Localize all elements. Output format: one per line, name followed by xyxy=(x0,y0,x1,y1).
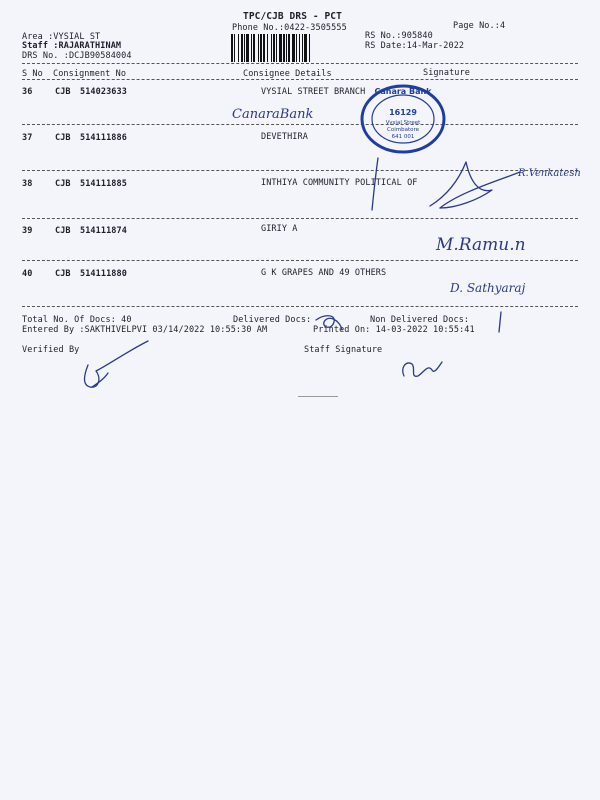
col-header-consignee: Consignee Details xyxy=(243,69,332,79)
barcode-bar xyxy=(292,34,295,62)
total-docs: Total No. Of Docs: 40 xyxy=(22,315,132,325)
handwriting-text: M.Ramu.n xyxy=(436,235,526,255)
barcode-bar xyxy=(231,34,233,62)
barcode-bar xyxy=(263,34,265,62)
row-consignment-number: 514111886 xyxy=(80,133,127,143)
row-consignee: VYSIAL STREET BRANCH xyxy=(261,87,366,97)
barcode-bar xyxy=(267,34,268,62)
signature-scribble xyxy=(78,335,158,395)
column-header-rule xyxy=(22,79,578,80)
row-sno: 38 xyxy=(22,179,33,189)
signature-scribble xyxy=(310,310,350,334)
stamp-text: 641 001 xyxy=(391,134,415,140)
row-prefix: CJB xyxy=(55,179,71,189)
barcode-bar xyxy=(279,34,282,62)
barcode-bar xyxy=(299,34,300,62)
row-consignee: GIRIY A xyxy=(261,224,298,234)
bank-stamp xyxy=(358,82,448,157)
barcode-bar xyxy=(309,34,310,62)
barcode-bar xyxy=(238,34,239,62)
handwritten-note xyxy=(434,228,564,258)
stray-mark xyxy=(298,396,338,397)
barcode-bar xyxy=(273,34,275,62)
entered-by: Entered By :SAKTHIVELPVI 03/14/2022 10:55:30 AM xyxy=(22,325,268,335)
barcode-bar xyxy=(258,34,259,62)
barcode-bar xyxy=(276,34,277,62)
row-rule xyxy=(22,260,578,261)
barcode-bar xyxy=(304,34,307,62)
row-consignee: INTHIYA COMMUNITY POLITICAL OF xyxy=(261,178,418,188)
stamp-text: Coimbatore xyxy=(387,127,419,133)
col-header-sno: S No xyxy=(22,69,43,79)
barcode-bar xyxy=(241,34,243,62)
barcode-bar xyxy=(234,34,235,62)
handwriting-text: CanaraBank xyxy=(232,107,314,122)
page-number: Page No.:4 xyxy=(453,21,506,31)
signature-scribble xyxy=(398,348,448,384)
staff-signature-label: Staff Signature xyxy=(304,345,383,355)
col-header-signature: Signature xyxy=(423,68,470,78)
row-prefix: CJB xyxy=(55,226,71,236)
barcode-bar xyxy=(283,34,285,62)
col-header-consignment: Consignment No xyxy=(53,69,127,79)
barcode-bar xyxy=(296,34,297,62)
row-consignment-number: 514023633 xyxy=(80,87,127,97)
non-delivered-docs-label: Non Delivered Docs: xyxy=(370,315,470,325)
signature-scribble xyxy=(360,150,530,220)
phone-number: Phone No.:0422-3505555 xyxy=(232,23,347,33)
row-consignment-number: 514111880 xyxy=(80,269,127,279)
row-prefix: CJB xyxy=(55,269,71,279)
row-sno: 40 xyxy=(22,269,33,279)
verified-by-label: Verified By xyxy=(22,345,80,355)
stamp-text: 16129 xyxy=(389,108,417,117)
handwritten-note xyxy=(230,100,340,126)
header-rule xyxy=(22,63,578,64)
barcode-bar xyxy=(251,34,252,62)
row-consignee: DEVETHIRA xyxy=(261,132,308,142)
staff-label: Staff :RAJARATHINAM xyxy=(22,41,122,51)
barcode-bar xyxy=(302,34,303,62)
row-prefix: CJB xyxy=(55,87,71,97)
barcode-bar xyxy=(244,34,245,62)
row-prefix: CJB xyxy=(55,133,71,143)
barcode-bar xyxy=(246,34,249,62)
barcode-bar xyxy=(260,34,262,62)
printed-on: Printed On: 14-03-2022 10:55:41 xyxy=(313,325,475,335)
handwritten-note xyxy=(448,274,568,300)
row-consignment-number: 514111874 xyxy=(80,226,127,236)
row-consignee: G K GRAPES AND 49 OTHERS xyxy=(261,268,387,278)
handwriting-text: D. Sathyaraj xyxy=(450,281,526,295)
rs-number: RS No.:905840 xyxy=(365,31,433,41)
row-sno: 39 xyxy=(22,226,33,236)
drs-number: DRS No. :DCJB90584004 xyxy=(22,51,132,61)
barcode-image xyxy=(231,34,356,62)
handwriting-text: R.Venkatesh xyxy=(518,168,581,179)
row-consignment-number: 514111885 xyxy=(80,179,127,189)
barcode-bar xyxy=(271,34,272,62)
barcode-bar xyxy=(288,34,290,62)
row-rule xyxy=(22,306,578,307)
row-sno: 37 xyxy=(22,133,33,143)
stamp-text: Vysial Street xyxy=(385,120,421,126)
document-title: TPC/CJB DRS - PCT xyxy=(243,11,342,22)
stamp-text: Canara Bank xyxy=(374,87,432,96)
barcode-bar xyxy=(286,34,287,62)
delivered-docs-label: Delivered Docs: xyxy=(233,315,312,325)
barcode-bar xyxy=(253,34,255,62)
rs-date: RS Date:14-Mar-2022 xyxy=(365,41,465,51)
row-sno: 36 xyxy=(22,87,33,97)
area-label: Area :VYSIAL ST xyxy=(22,32,101,42)
signature-scribble xyxy=(494,310,508,334)
